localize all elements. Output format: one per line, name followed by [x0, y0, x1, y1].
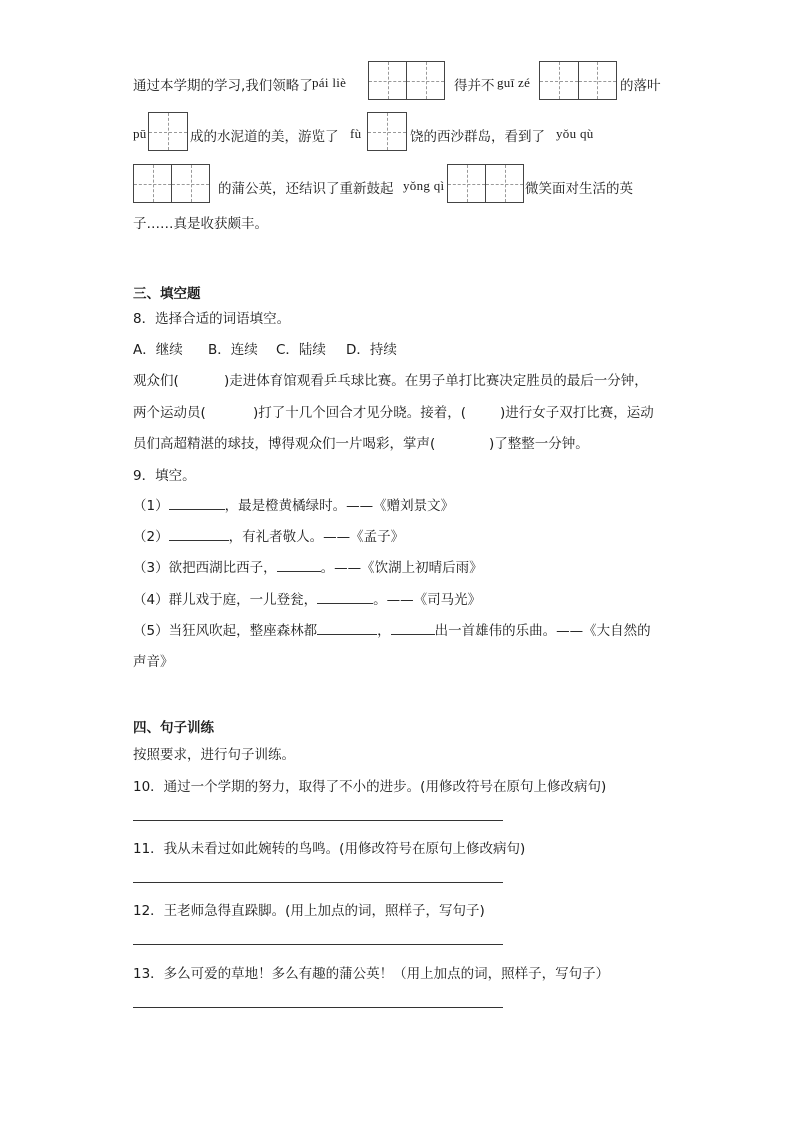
q9-item2-blank[interactable]	[169, 527, 229, 541]
q8-para-line2-c: )进行女子双打比赛，运动	[500, 405, 654, 421]
pinyin-pailie: pái liè	[312, 75, 347, 90]
q8-option-d: D．持续	[346, 342, 397, 358]
q8-option-b: B．连续	[208, 342, 258, 358]
q12-text: 12．王老师急得直跺脚。(用上加点的词，照样子，写句子)	[133, 903, 485, 919]
tianzige-box-guize[interactable]	[539, 61, 617, 100]
tianzige-box-pailie[interactable]	[368, 61, 445, 100]
q13-answer-line[interactable]	[133, 1007, 503, 1008]
para-line2-b: 饶的西沙群岛，看到了	[410, 129, 545, 145]
q13-text: 13．多么可爱的草地！多么有趣的蒲公英！（用上加点的词，照样子，写句子）	[133, 966, 610, 982]
q12-answer-line[interactable]	[133, 944, 503, 945]
para-line3-a: 的蒲公英，还结识了重新鼓起	[218, 181, 394, 197]
section4-title: 四、句子训练	[133, 720, 214, 736]
q9-item5-blank1[interactable]	[317, 621, 377, 635]
pinyin-youqu: yǒu qù	[556, 126, 594, 141]
q9-item5-text-d: 声音》	[133, 654, 174, 670]
para-line4: 子……真是收获颇丰。	[133, 216, 268, 232]
q11-answer-line[interactable]	[133, 882, 503, 883]
tianzige-box-youqu[interactable]	[133, 164, 210, 203]
q9-item3	[133, 556, 483, 576]
q9-item5	[133, 619, 651, 639]
q9-item4-text-b: 。——《司马光》	[373, 592, 482, 608]
q9-item4-blank[interactable]	[317, 590, 373, 604]
tianzige-box-yongqi[interactable]	[447, 164, 524, 203]
para-line1-b: 得并不	[454, 78, 495, 94]
q8-option-c: C．陆续	[276, 342, 326, 358]
q8-para-line2-b: )打了十几个回合才见分晓。接着，(	[253, 405, 467, 421]
tianzige-box-fu[interactable]	[367, 112, 407, 151]
q9-item1-blank[interactable]	[169, 496, 225, 510]
q9-item3-text-a: （3）欲把西湖比西子，	[133, 560, 277, 576]
q10-text: 10．通过一个学期的努力，取得了不小的进步。(用修改符号在原句上修改病句)	[133, 779, 607, 795]
q8-para-line3-b: )了整整一分钟。	[489, 436, 589, 452]
q9-item1	[133, 494, 454, 514]
q8-para-line3-a: 员们高超精湛的球技，博得观众们一片喝彩，掌声(	[133, 436, 436, 452]
para-line1-a: 通过本学期的学习,我们领略了	[133, 78, 313, 94]
q9-item1-text: ，最是橙黄橘绿时。——《赠刘景文》	[224, 498, 455, 514]
para-line1-c: 的落叶	[620, 78, 661, 94]
q9-item2	[133, 525, 404, 545]
q9-item3-blank[interactable]	[277, 558, 321, 572]
q11-text: 11．我从未看过如此婉转的鸟鸣。(用修改符号在原句上修改病句)	[133, 841, 526, 857]
pinyin-guize: guī zé	[497, 75, 531, 90]
para-line3-b: 微笑面对生活的英	[525, 181, 633, 197]
q8-option-a: A．继续	[133, 342, 183, 358]
q9-item2-num: （2）	[133, 529, 169, 545]
pinyin-fu: fù	[350, 126, 362, 141]
q10-answer-line[interactable]	[133, 820, 503, 821]
q9-item1-num: （1）	[133, 498, 169, 514]
q9-stem: 9．填空。	[133, 468, 196, 484]
q8-para-line1-b: )走进体育馆观看乒乓球比赛。在男子单打比赛决定胜员的最后一分钟，	[224, 373, 648, 389]
q9-item2-text: ，有礼者敬人。——《孟子》	[228, 529, 405, 545]
pinyin-pu: pū	[133, 126, 147, 141]
q8-para-line1-a: 观众们(	[133, 373, 179, 389]
q9-item5-text-a: （5）当狂风吹起，整座森林都	[133, 623, 318, 639]
section4-intro: 按照要求，进行句子训练。	[133, 747, 295, 763]
tianzige-box-pu[interactable]	[148, 112, 188, 151]
q9-item4	[133, 588, 481, 608]
q9-item3-text-b: 。——《饮湖上初晴后雨》	[320, 560, 483, 576]
section3-title: 三、填空题	[133, 286, 201, 302]
q9-item5-text-c: 出一首雄伟的乐曲。——《大自然的	[434, 623, 651, 639]
q8-para-line2-a: 两个运动员(	[133, 405, 206, 421]
q9-item4-text-a: （4）群儿戏于庭，一儿登瓮，	[133, 592, 318, 608]
para-line2-a: 成的水泥道的美，游览了	[190, 129, 339, 145]
pinyin-yongqi: yǒng qì	[403, 178, 445, 193]
q9-item5-blank2[interactable]	[391, 621, 435, 635]
q8-stem: 8．选择合适的词语填空。	[133, 311, 291, 327]
q9-item5-text-b: ，	[377, 623, 391, 639]
